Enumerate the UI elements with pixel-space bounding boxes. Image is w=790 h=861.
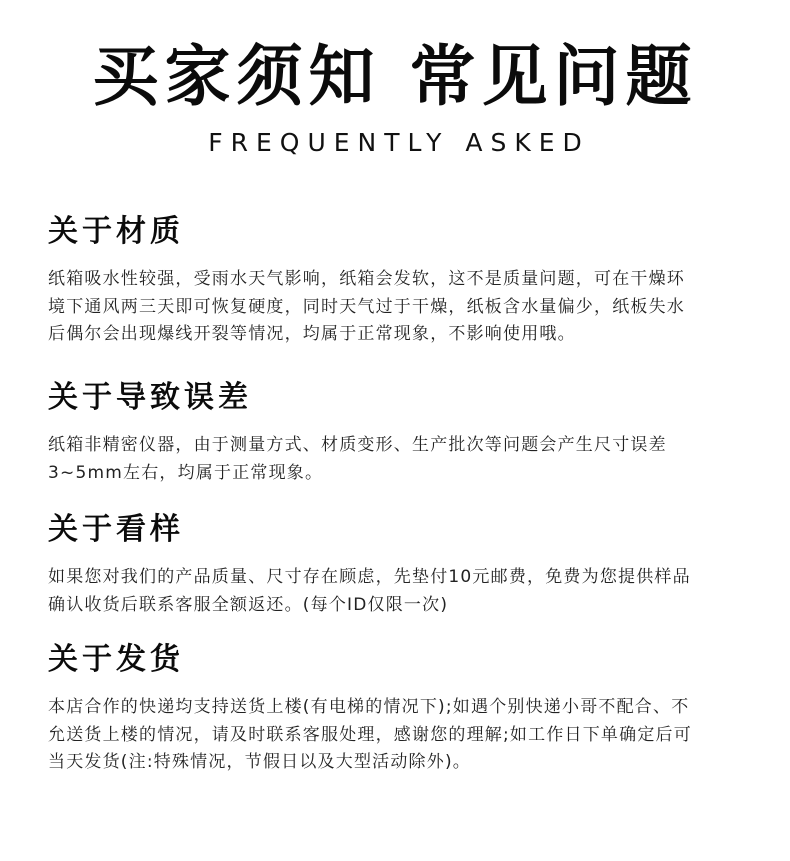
section-body: 本店合作的快递均支持送货上楼(有电梯的情况下);如遇个别快递小哥不配合、不 允送货上楼的情况，请及时联系客服处理，感谢您的理解;如工作日下单确定后可 当天发货(注:特殊情况，节假日以及大型活动除外)。: [48, 697, 692, 772]
section-shipping: [48, 640, 763, 777]
section-heading: 关于材质: [48, 214, 184, 249]
section-sample: [48, 510, 763, 619]
section-body: 纸箱非精密仪器，由于测量方式、材质变形、生产批次等问题会产生尺寸误差 3~5mm左右，均属于正常现象。: [48, 435, 667, 483]
section-body: 如果您对我们的产品质量、尺寸存在顾虑，先垫付10元邮费，免费为您提供样品 确认收货后联系客服全额返还。(每个ID仅限一次): [48, 567, 691, 615]
section-measurement-error: [48, 378, 763, 487]
section-body: 纸箱吸水性较强，受雨水天气影响，纸箱会发软，这不是质量问题，可在干燥环 境下通风两三天即可恢复硬度，同时天气过于干燥，纸板含水量偏少，纸板失水 后偶尔会出现爆线开裂等情况，均属于正常现象，不影响使用哦。: [48, 269, 685, 344]
section-heading: 关于看样: [48, 512, 184, 547]
section-heading: 关于发货: [48, 642, 184, 677]
section-heading: 关于导致误差: [48, 380, 252, 415]
page-subtitle: FREQUENTLY ASKED: [208, 128, 590, 157]
page-title: 买家须知 常见问题: [92, 38, 698, 115]
section-material: [48, 212, 763, 349]
